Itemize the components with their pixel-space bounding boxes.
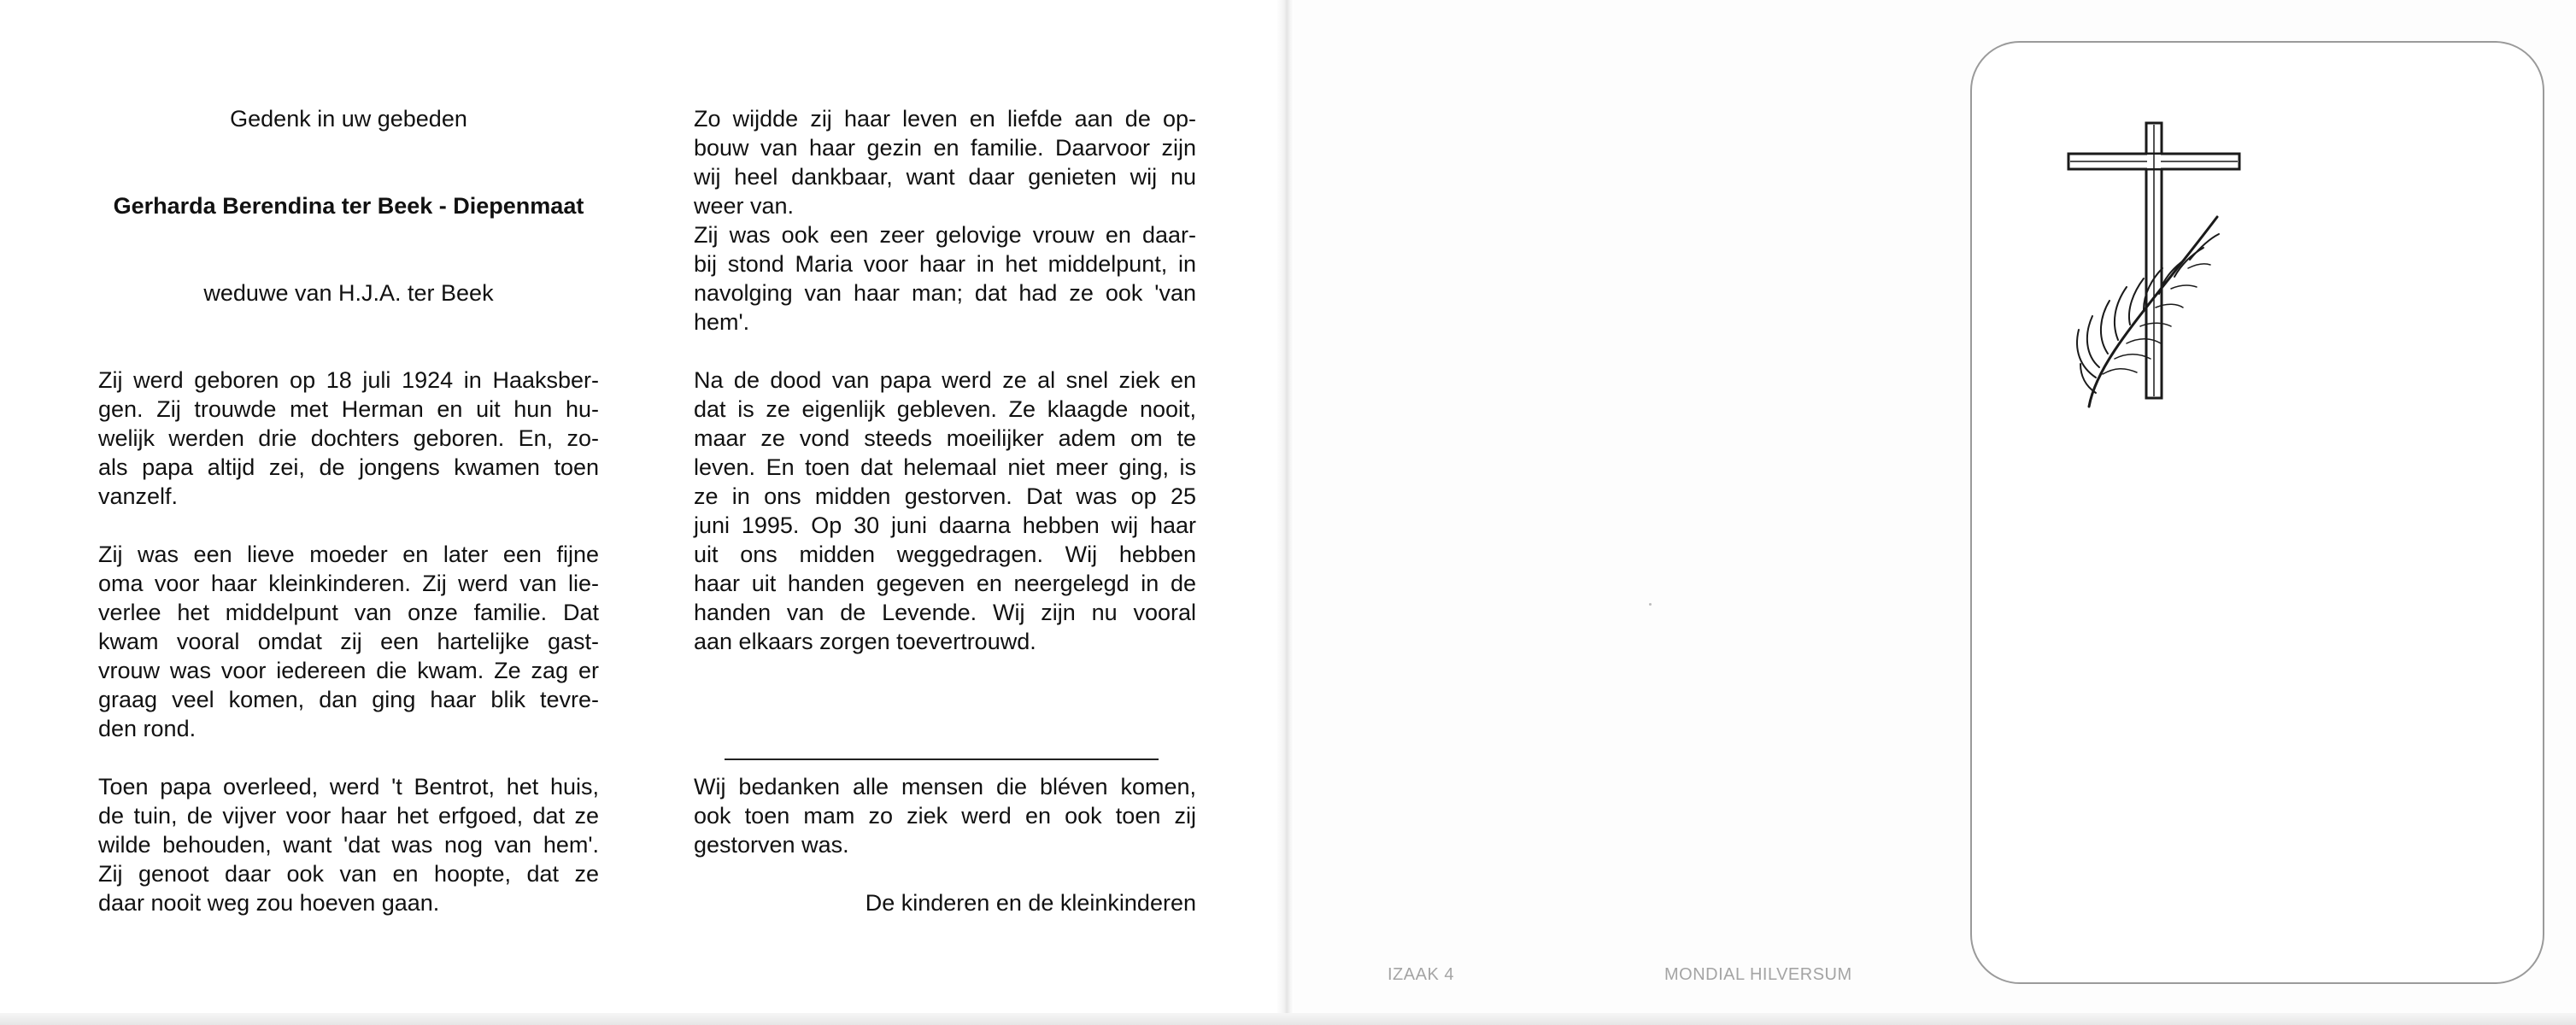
text-line: ook toen mam zo ziek werd en ook toen zij [694, 803, 1196, 829]
paragraph-thanks [694, 772, 1196, 859]
paragraph-mother [98, 540, 599, 743]
fold-crease [1276, 0, 1294, 1025]
deceased-name: Gerharda Berendina ter Beek - Diepenmaat [113, 193, 584, 219]
paper-speck [1649, 603, 1652, 606]
text-line: handen van de Levende. Wij zijn nu vooral [694, 600, 1196, 625]
text-line: juni 1995. Op 30 juni daarna hebben wij haar [694, 512, 1196, 538]
text-line: uit ons midden weggedragen. Wij hebben [694, 542, 1196, 567]
text-line: weer van. [694, 193, 795, 219]
text-line: leven. En toen dat helemaal niet meer ging, is [694, 454, 1196, 480]
text-line: Wij bedanken alle mensen die bléven komen, [694, 774, 1196, 800]
text-line: oma voor haar kleinkinderen. Zij werd van lie- [98, 571, 599, 596]
text-line: Zij genoot daar ook van en hoopte, dat ze [98, 861, 599, 887]
inner-right-column [694, 104, 1196, 917]
text-line: verlee het middelpunt van onze familie. Dat [98, 600, 599, 625]
text-line: vanzelf. [98, 483, 179, 509]
text-line: welijk werden drie dochters geboren. En, zo- [98, 425, 599, 451]
text-line: gen. Zij trouwde met Herman en uit hun hu- [98, 396, 599, 422]
text-line: den rond. [98, 716, 197, 741]
cross-with-palm-branch-icon [2055, 111, 2260, 419]
paragraph-birth [98, 366, 599, 511]
text-line: haar uit handen gegeven en neergelegd in de [694, 571, 1196, 596]
widow-of-line: weduwe van H.J.A. ter Beek [203, 280, 494, 306]
text-line: dat is ze eigenlijk gebleven. Ze klaagde nooit, [694, 396, 1196, 422]
header-line: Gedenk in uw gebeden [230, 106, 467, 132]
text-line: bouw van haar gezin en familie. Daarvoor zijn [694, 135, 1196, 161]
signature-line: De kinderen en de kleinkinderen [865, 890, 1196, 916]
text-line: Zij was een lieve moeder en later een fijne [98, 542, 599, 567]
text-line: wij heel dankbaar, want daar genieten wij nu [694, 164, 1196, 190]
text-line: graag veel komen, dan ging haar blik tevre- [98, 687, 599, 712]
text-line: Toen papa overleed, werd 't Bentrot, het huis, [98, 774, 599, 800]
text-line: maar ze vond steeds moeilijker adem om te [694, 425, 1196, 451]
text-line: als papa altijd zei, de jongens kwamen toen [98, 454, 599, 480]
text-line: ze in ons midden gestorven. Dat was op 25 [694, 483, 1196, 509]
text-line: kwam vooral omdat zij een hartelijke gast- [98, 629, 599, 654]
text-line: gestorven was. [694, 832, 849, 858]
text-line: Zij was ook een zeer gelovige vrouw en daar- [694, 222, 1196, 248]
text-line: hem'. [694, 309, 750, 335]
text-line: de tuin, de vijver voor haar het erfgoed, dat ze [98, 803, 599, 829]
text-line: bij stond Maria voor haar in het middelpunt, in [694, 251, 1196, 277]
text-line: vrouw was voor iedereen die kwam. Ze zag er [98, 658, 599, 683]
inner-left-column [98, 104, 599, 917]
separator-rule [725, 758, 1159, 760]
text-line: navolging van haar man; dat had ze ook 'van [694, 280, 1196, 306]
imprint-printer: MONDIAL HILVERSUM [1664, 965, 1852, 984]
text-line: aan elkaars zorgen toevertrouwd. [694, 629, 1036, 654]
paragraph-devotion [694, 104, 1196, 337]
text-line: Na de dood van papa werd ze al snel ziek en [694, 367, 1196, 393]
text-line: daar nooit weg zou hoeven gaan. [98, 890, 440, 916]
imprint-code: IZAAK 4 [1388, 965, 1454, 984]
text-line: wilde behouden, want 'dat was nog van hem'. [98, 832, 599, 858]
paper-bottom-edge [0, 1013, 2576, 1025]
text-line: Zij werd geboren op 18 juli 1924 in Haaksber- [98, 367, 599, 393]
paragraph-illness [694, 366, 1196, 656]
paragraph-bentrot [98, 772, 599, 917]
text-line: Zo wijdde zij haar leven en liefde aan de op- [694, 106, 1196, 132]
